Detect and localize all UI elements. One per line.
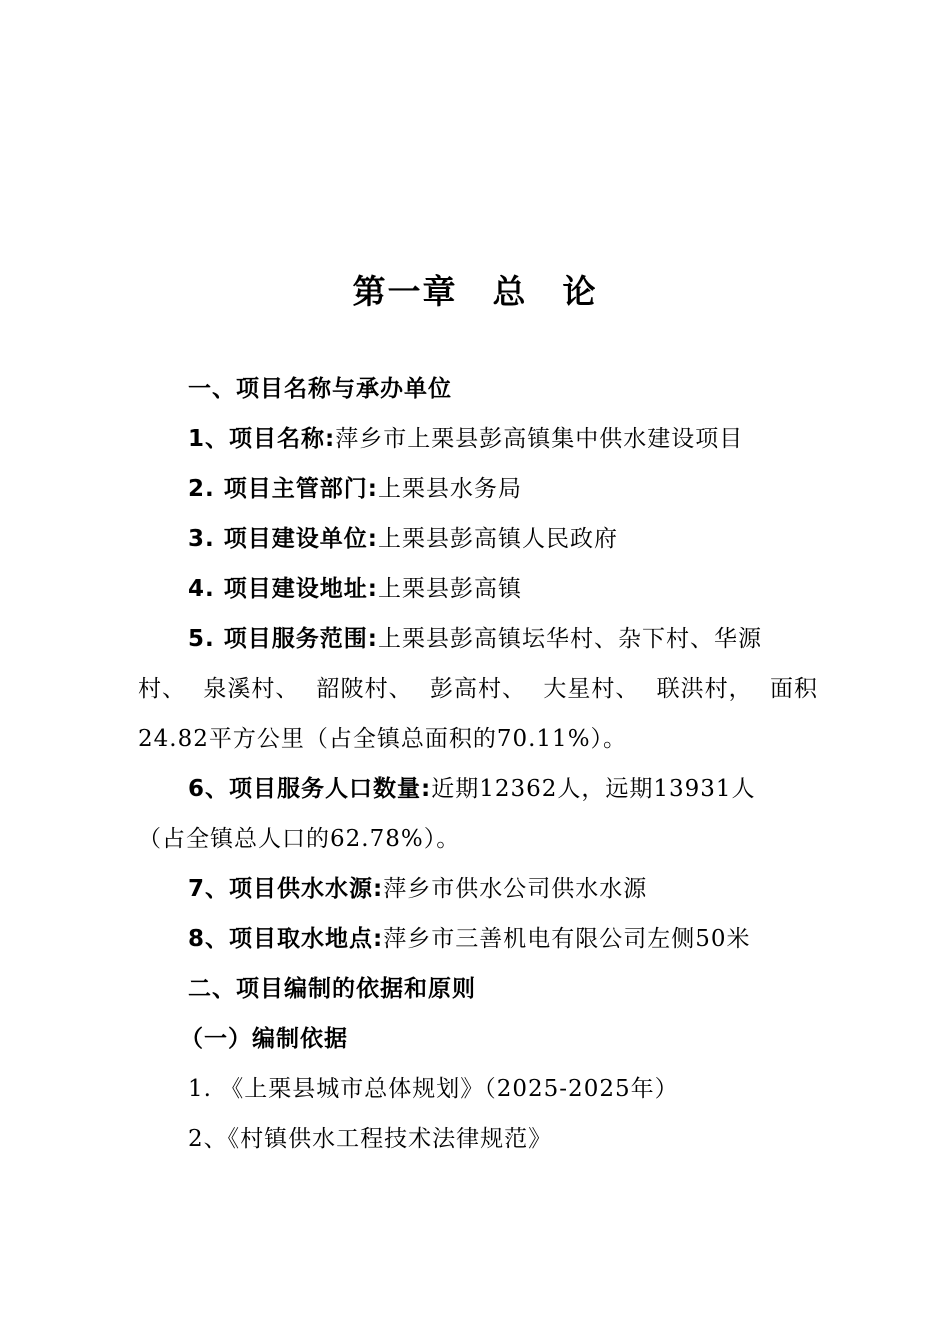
item-2-value: 上栗县水务局 [377, 476, 522, 502]
chapter-title: 第一章 总 论 [352, 272, 598, 311]
item-3-label: 3. 项目建设单位: [188, 526, 378, 552]
item-4-value: 上栗县彭高镇 [377, 576, 522, 602]
item-6-line-2: （占全镇总人口的62.78%）。 [138, 826, 461, 852]
item-8-label: 8、项目取水地点: [188, 926, 384, 952]
item-5-label: 5. 项目服务范围: [188, 626, 378, 652]
item-5-segment: 面积 [769, 676, 818, 702]
basis-item-2: 2、《村镇供水工程技术法律规范》 [188, 1126, 553, 1152]
item-7-value: 萍乡市供水公司供水水源 [383, 876, 648, 902]
section-heading-1: 一、项目名称与承办单位 [188, 376, 452, 402]
item-1-value: 萍乡市上栗县彭高镇集中供水建设项目 [335, 426, 744, 452]
item-5-value: 上栗县彭高镇坛华村、杂下村、华源 [377, 626, 762, 652]
item-5-line-3: 24.82平方公里（占全镇总面积的70.11%）。 [138, 726, 628, 752]
item-3-value: 上栗县彭高镇人民政府 [377, 526, 618, 552]
item-4-label: 4. 项目建设地址: [188, 576, 378, 602]
item-7 [188, 874, 818, 904]
item-5-line-2 [138, 674, 818, 704]
item-5-segment: 泉溪村、 [203, 676, 300, 702]
item-5-segment: 村、 [138, 676, 186, 702]
item-8-value: 萍乡市三善机电有限公司左侧50米 [383, 926, 751, 952]
item-4 [188, 574, 818, 604]
item-6-label: 6、项目服务人口数量: [188, 776, 432, 802]
basis-item-1: 1. 《上栗县城市总体规划》（2025-2025年） [188, 1076, 679, 1102]
subsection-heading-1: （一）编制依据 [180, 1026, 348, 1052]
item-8 [188, 924, 818, 954]
item-7-label: 7、项目供水水源: [188, 876, 384, 902]
item-5-segment: 韶陂村、 [316, 676, 413, 702]
item-5-segment: 联洪村， [656, 676, 753, 702]
item-3 [188, 524, 818, 554]
item-6-line-1 [188, 774, 818, 804]
item-2-label: 2. 项目主管部门: [188, 476, 378, 502]
section-heading-2: 二、项目编制的依据和原则 [188, 976, 476, 1002]
item-1-label: 1、项目名称: [188, 426, 336, 452]
item-1 [188, 424, 818, 454]
item-6-value: 近期12362人，远期13931人 [431, 776, 756, 802]
item-5-segment: 彭高村、 [429, 676, 526, 702]
item-5-segment: 大星村、 [543, 676, 640, 702]
item-5-line-1 [188, 624, 818, 654]
item-2 [188, 474, 818, 504]
